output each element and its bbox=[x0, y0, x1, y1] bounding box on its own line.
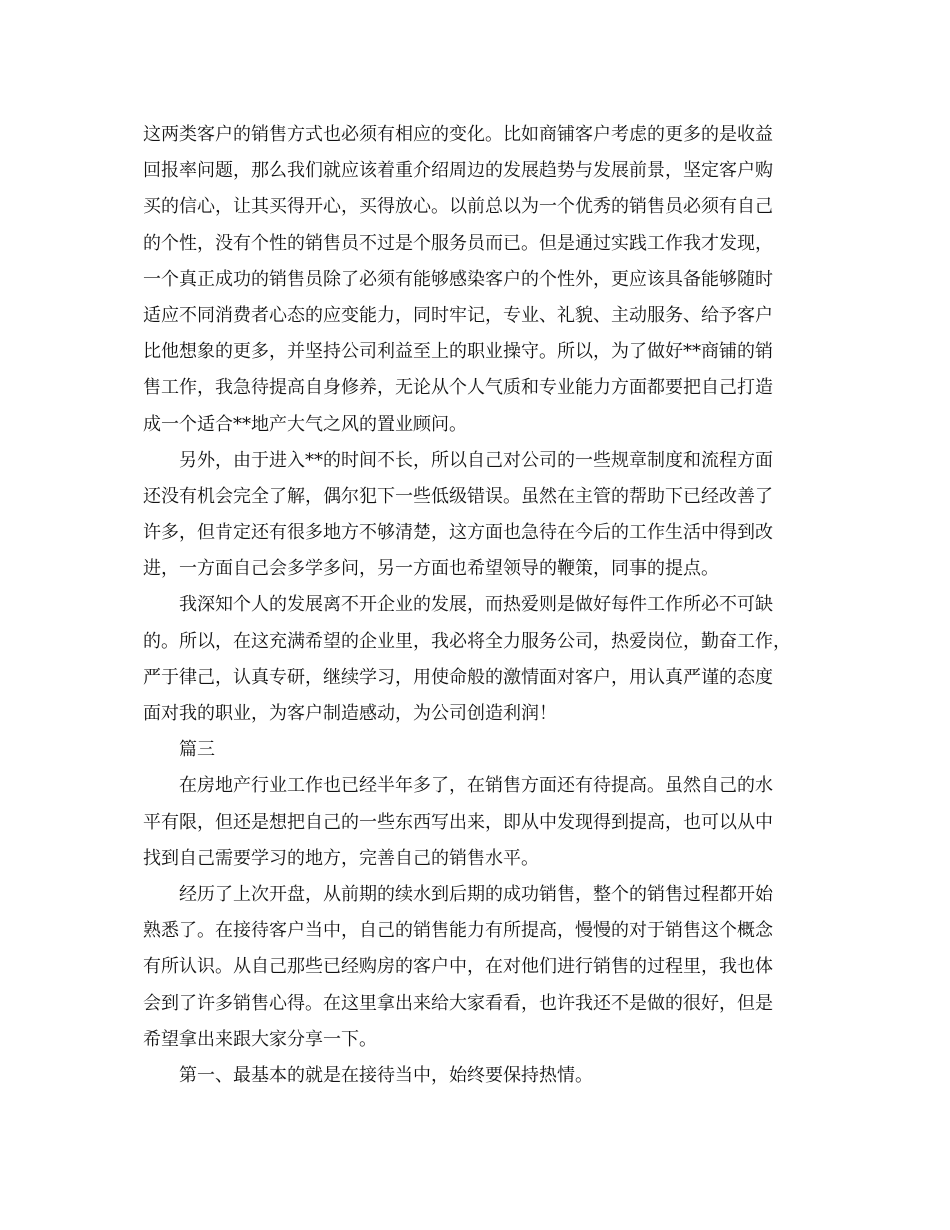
text-line: 一个真正成功的销售员除了必须有能够感染客户的个性外，更应该具备能够随时 bbox=[143, 268, 773, 290]
paragraph-2 bbox=[143, 443, 808, 588]
text-line: 平有限，但还是想把自己的一些东西写出来，即从中发现得到提高，也可以从中 bbox=[143, 811, 773, 833]
text-line: 经历了上次开盘，从前期的续水到后期的成功销售，整个的销售过程都开始 bbox=[179, 883, 773, 905]
text-line: 这两类客户的销售方式也必须有相应的变化。比如商铺客户考虑的更多的是收益 bbox=[143, 124, 773, 145]
text-line: 买的信心，让其买得开心，买得放心。以前总以为一个优秀的销售员必须有自己 bbox=[143, 196, 773, 218]
document-body bbox=[143, 117, 808, 1094]
text-line: 面对我的职业，为客户制造感动，为公司创造利润！ bbox=[143, 703, 557, 724]
text-line: 我深知个人的发展离不开企业的发展，而热爱则是做好每件工作所必不可缺 bbox=[179, 594, 773, 616]
text-line: 另外，由于进入**的时间不长，所以自己对公司的一些规章制度和流程方面 bbox=[179, 449, 773, 471]
text-line: 许多，但肯定还有很多地方不够清楚，这方面也急待在今后的工作生活中得到改 bbox=[143, 522, 773, 544]
text-line: 售工作，我急待提高自身修养，无论从个人气质和专业能力方面都要把自己打造 bbox=[143, 377, 773, 399]
text-line: 有所认识。从自己那些已经购房的客户中，在对他们进行销售的过程里，我也体 bbox=[143, 956, 773, 978]
paragraph-6 bbox=[143, 877, 808, 1058]
text-line: 熟悉了。在接待客户当中，自己的销售能力有所提高，慢慢的对于销售这个概念 bbox=[143, 920, 773, 942]
paragraph-7 bbox=[143, 1058, 808, 1094]
text-line: 进，一方面自己会多学多问，另一方面也希望领导的鞭策，同事的提点。 bbox=[143, 558, 719, 580]
text-line: 回报率问题，那么我们就应该着重介绍周边的发展趋势与发展前景，坚定客户购 bbox=[143, 160, 773, 182]
text-line: 会到了许多销售心得。在这里拿出来给大家看看，也许我还不是做的很好，但是 bbox=[143, 992, 773, 1014]
text-line: 比他想象的更多，并坚持公司利益至上的职业操守。所以，为了做好**商铺的销 bbox=[143, 341, 773, 363]
text-line: 严于律己，认真专研，继续学习，用使命般的激情面对客户，用认真严谨的态度 bbox=[143, 666, 773, 688]
text-line: 第一、最基本的就是在接待当中，始终要保持热情。 bbox=[179, 1064, 593, 1086]
section-heading-text: 篇三 bbox=[179, 739, 215, 761]
text-line: 的。所以，在这充满希望的企业里，我必将全力服务公司，热爱岗位，勤奋工作， bbox=[143, 630, 791, 652]
text-line: 还没有机会完全了解，偶尔犯下一些低级错误。虽然在主管的帮助下已经改善了 bbox=[143, 485, 773, 507]
text-line: 找到自己需要学习的地方，完善自己的销售水平。 bbox=[143, 847, 539, 869]
section-heading bbox=[143, 732, 808, 768]
paragraph-3 bbox=[143, 587, 808, 732]
text-line: 希望拿出来跟大家分享一下。 bbox=[143, 1028, 377, 1050]
paragraph-5 bbox=[143, 768, 808, 877]
text-line: 的个性，没有个性的销售员不过是个服务员而已。但是通过实践工作我才发现， bbox=[143, 232, 773, 254]
paragraph-1 bbox=[143, 117, 808, 443]
text-line: 在房地产行业工作也已经半年多了，在销售方面还有待提高。虽然自己的水 bbox=[179, 775, 773, 797]
text-line: 适应不同消费者心态的应变能力，同时牢记，专业、礼貌、主动服务、给予客户 bbox=[143, 304, 773, 326]
text-line: 成一个适合**地产大气之风的置业顾问。 bbox=[143, 413, 467, 435]
